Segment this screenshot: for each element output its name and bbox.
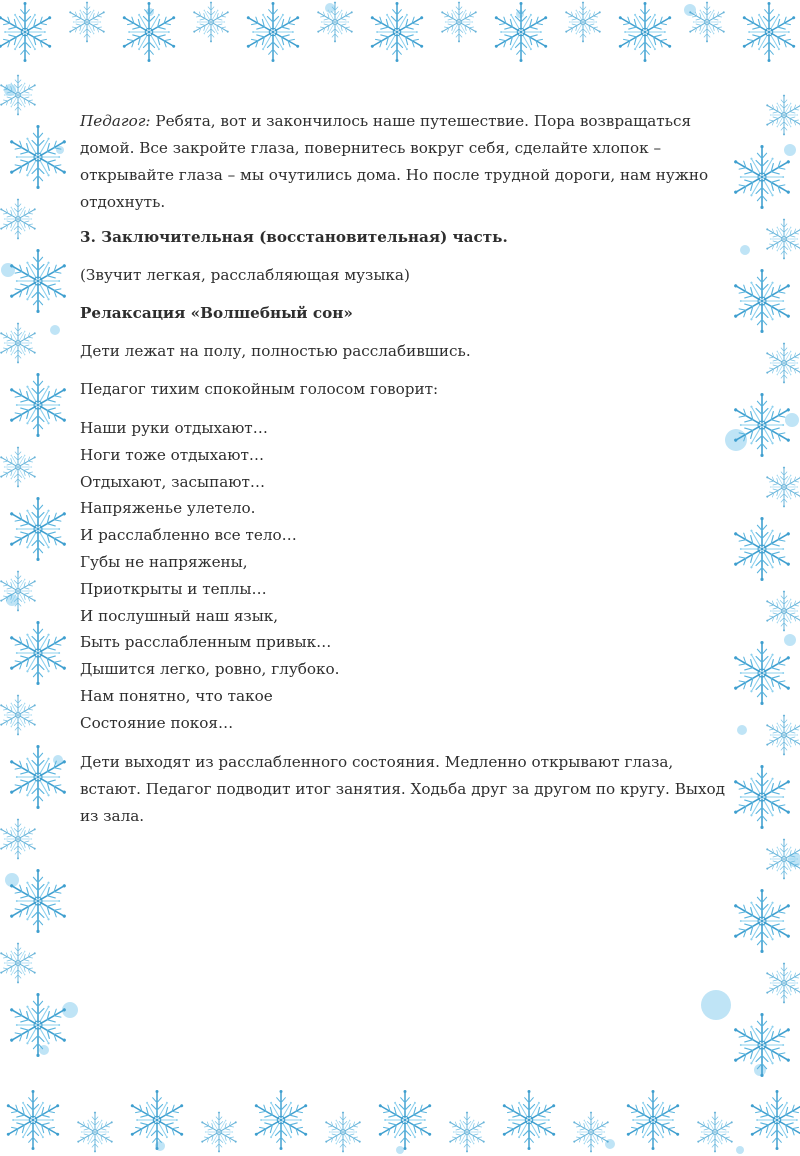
poem-line: Приоткрыты и теплы…	[80, 579, 267, 598]
snow-dot	[785, 413, 799, 427]
poem-line: Губы не напряжены,	[80, 552, 248, 571]
snow-dot	[396, 1146, 404, 1154]
snow-dot	[784, 634, 796, 646]
poem-line: Нам понятно, что такое	[80, 686, 273, 705]
poem-line: Отдыхают, засыпают…	[80, 472, 266, 491]
snow-dot	[50, 325, 60, 335]
snow-dot	[736, 1146, 744, 1154]
poem-line: Напряженье улетело.	[80, 499, 256, 518]
poem-line: Состояние покоя…	[80, 713, 234, 732]
teacher-label: Педагог:	[80, 112, 151, 130]
relaxation-title: Релаксация «Волшебный сон»	[80, 304, 353, 322]
snow-dot	[784, 144, 796, 156]
snow-dot	[740, 245, 750, 255]
teacher-says: Педагог тихим спокойным голосом говорит:	[80, 380, 439, 398]
poem-line: Быть расслабленным привык…	[80, 633, 332, 652]
poem-line: Наши руки отдыхают…	[80, 419, 268, 437]
section-heading: 3. Заключительная (восстановительная) часть.	[80, 228, 508, 246]
intro-paragraph	[80, 108, 730, 216]
poem-line: Дышится легко, ровно, глубоко.	[80, 660, 340, 679]
intro-text: Ребята, вот и закончилось наше путешествие. Пора возвращаться домой. Все закройте глаза, повернитесь вокруг себя, сделайте хлопок – открывайте глаза – мы очутились дома. Но после трудной дороги, нам нужно отдохнуть.	[80, 112, 709, 211]
closing-paragraph: Дети выходят из расслабленного состояния. Медленно открывают глаза, встают. Педагог подводит итог занятия. Ходьба друг за другом по кругу. Выход из зала.	[80, 752, 726, 825]
snow-dot	[325, 3, 335, 13]
poem-line: И расслабленно все тело…	[80, 526, 297, 545]
snow-dot	[56, 146, 64, 154]
poem-line: И послушный наш язык,	[80, 606, 279, 625]
snow-dot	[701, 990, 731, 1020]
poem-line: Ноги тоже отдыхают…	[80, 445, 265, 464]
children-state: Дети лежат на полу, полностью расслабившись.	[80, 342, 471, 360]
document-body	[80, 108, 730, 830]
poem	[80, 415, 730, 737]
snow-dot	[737, 725, 747, 735]
music-note: (Звучит легкая, расслабляющая музыка)	[80, 266, 410, 284]
